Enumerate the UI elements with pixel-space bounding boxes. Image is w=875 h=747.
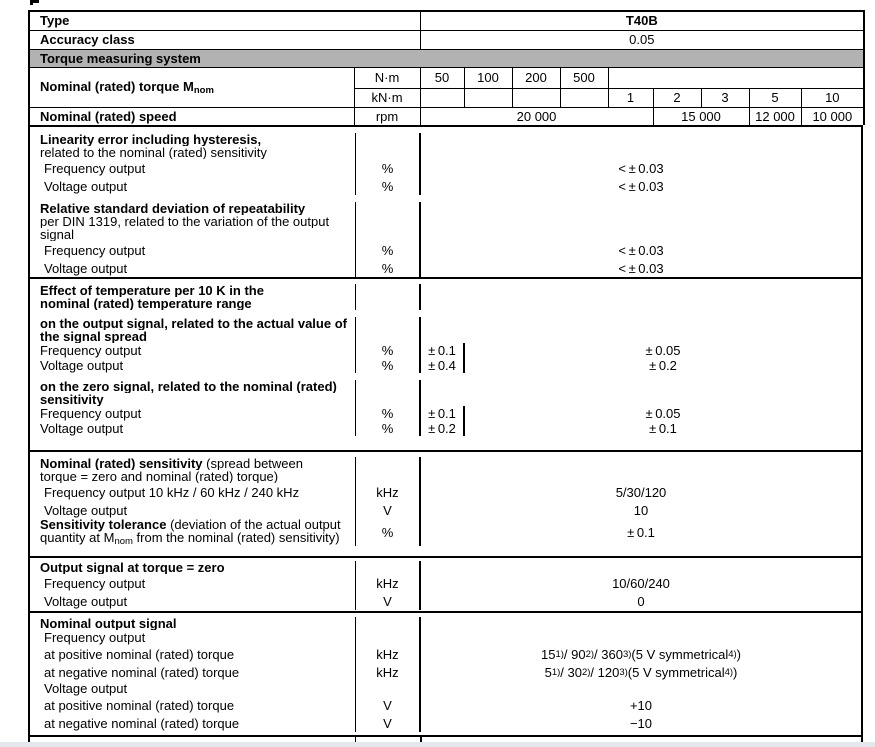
line-label: related to the nominal (rated) sensitivity: [40, 146, 267, 159]
line-value: [421, 630, 861, 645]
spec-line: [30, 592, 861, 610]
line-label: Voltage output: [44, 178, 128, 194]
line-value: [421, 228, 861, 241]
speed-10000: 10 000: [801, 107, 864, 125]
line-unit: V: [355, 714, 421, 732]
line-unit: [355, 215, 421, 228]
line-label: Voltage output: [44, 681, 128, 696]
section-linearity: [28, 125, 863, 277]
unit-knm: kN·m: [354, 88, 420, 107]
spec-line: [30, 696, 861, 714]
spec-line: [30, 284, 861, 297]
line-value: [421, 284, 861, 297]
type-value: T40B: [420, 11, 864, 30]
line-value: +10: [629, 697, 653, 713]
line-label: the signal spread: [40, 330, 147, 343]
knm-1: 1: [608, 88, 653, 107]
nm-100: 100: [464, 67, 512, 88]
line-label: Output signal at torque = zero: [40, 561, 225, 574]
line-label: Sensitivity tolerance (deviation of the actual output quantity at Mnom from the nominal (rated) sensitivity): [40, 519, 341, 546]
unit-rpm: rpm: [354, 107, 420, 125]
line-label: signal: [40, 228, 74, 241]
line-value: [421, 470, 861, 483]
spec-line: [30, 617, 861, 630]
line-label: Frequency output: [44, 242, 146, 258]
line-value: [421, 202, 861, 215]
knm-10: 10: [801, 88, 864, 107]
type-label: Type: [29, 11, 420, 30]
line-unit: kHz: [355, 645, 421, 663]
spec-header-table: [28, 10, 865, 125]
line-unit: V: [355, 696, 421, 714]
value-small-range: ± 0.2: [421, 421, 465, 436]
spec-line: [30, 714, 861, 732]
line-label: Frequency output: [40, 343, 142, 358]
spec-line: [30, 630, 861, 645]
line-value: [421, 146, 861, 159]
line-value: < ± 0.03: [618, 260, 664, 276]
line-value: [421, 421, 861, 436]
line-unit: [355, 617, 421, 630]
spec-line: [30, 470, 861, 483]
spec-line: [30, 663, 861, 681]
knm-empty-2: [464, 88, 512, 107]
torque-label: Nominal (rated) torque Mnom: [29, 67, 354, 107]
speed-12000: 12 000: [749, 107, 801, 125]
line-unit: V: [355, 592, 421, 610]
line-value: [421, 393, 861, 406]
spec-line: [30, 330, 861, 343]
spec-line: [30, 519, 861, 546]
line-value: 5 1) / 30 2) / 120 3) (5 V symmetrical 4) ): [544, 664, 738, 680]
speed-row: [29, 107, 864, 125]
spec-line: [30, 297, 861, 310]
line-unit: [355, 630, 421, 645]
line-unit: [355, 393, 421, 406]
line-unit: %: [355, 406, 421, 421]
value-large-range: ± 0.1: [649, 421, 677, 436]
line-unit: kHz: [355, 483, 421, 501]
line-value: [421, 343, 861, 358]
line-unit: [355, 297, 421, 310]
line-value: [421, 380, 861, 393]
knm-5: 5: [749, 88, 801, 107]
line-label: at negative nominal (rated) torque: [44, 715, 240, 731]
line-label: Voltage output: [44, 260, 128, 276]
spec-line: [30, 159, 861, 177]
section-bar-title: Torque measuring system: [29, 49, 864, 67]
line-value: 15 1) / 90 2) / 360 3) (5 V symmetrical 4) ): [540, 646, 742, 662]
line-unit: [355, 457, 421, 470]
spec-line: [30, 215, 861, 228]
line-label: at positive nominal (rated) torque: [44, 646, 235, 662]
line-label: Frequency output: [40, 406, 142, 421]
line-value: 10/60/240: [612, 575, 670, 591]
spec-line: [30, 421, 861, 436]
line-value: −10: [629, 715, 653, 731]
cropped-text-artifact: [30, 0, 41, 5]
type-row: [29, 11, 864, 30]
line-label: Frequency output: [44, 575, 146, 591]
line-label: at positive nominal (rated) torque: [44, 697, 235, 713]
line-value: < ± 0.03: [618, 178, 664, 194]
line-unit: %: [355, 177, 421, 195]
line-label: Nominal (rated) sensitivity (spread between: [40, 457, 303, 470]
section-sensitivity: [28, 450, 863, 556]
line-value: 5/30/120: [615, 484, 667, 500]
line-value: [421, 317, 861, 330]
nm-500: 500: [560, 67, 608, 88]
line-unit: %: [355, 421, 421, 436]
accuracy-label: Accuracy class: [29, 30, 420, 49]
spec-line: [30, 561, 861, 574]
torque-nm-row: [29, 67, 864, 88]
line-label: Effect of temperature per 10 K in the: [40, 284, 264, 297]
speed-15000: 15 000: [653, 107, 749, 125]
line-label: on the output signal, related to the actual value of: [40, 317, 347, 330]
knm-empty-4: [560, 88, 608, 107]
spec-line: [30, 358, 861, 373]
value-large-range: ± 0.05: [645, 406, 681, 421]
section-bar-row: [29, 49, 864, 67]
line-label: Voltage output: [44, 593, 128, 609]
line-unit: %: [355, 259, 421, 277]
line-label: at negative nominal (rated) torque: [44, 664, 240, 680]
line-value: [421, 681, 861, 696]
line-unit: [355, 228, 421, 241]
spec-line: [30, 177, 861, 195]
line-value: [421, 358, 861, 373]
line-label: Relative standard deviation of repeatability: [40, 202, 306, 215]
line-unit: [355, 470, 421, 483]
line-unit: [355, 681, 421, 696]
spec-line: [30, 574, 861, 592]
line-label: Voltage output: [44, 502, 128, 518]
spec-line: [30, 645, 861, 663]
line-label: Voltage output: [40, 421, 124, 436]
spec-line: [30, 202, 861, 215]
spec-line: [30, 133, 861, 146]
spec-line: [30, 681, 861, 696]
value-small-range: ± 0.1: [421, 343, 465, 358]
line-unit: %: [355, 159, 421, 177]
line-label: per DIN 1319, related to the variation of the output: [40, 215, 330, 228]
line-unit: kHz: [355, 574, 421, 592]
section-temperature: [28, 277, 863, 450]
line-value: 10: [633, 502, 649, 518]
spec-line: [30, 241, 861, 259]
line-label: Voltage output: [40, 358, 124, 373]
spec-sections: [28, 125, 863, 737]
line-value: [421, 561, 861, 574]
line-unit: [355, 284, 421, 297]
nm-200: 200: [512, 67, 560, 88]
page-bottom-strip: [0, 742, 875, 747]
line-value: [421, 457, 861, 470]
spec-line: [30, 228, 861, 241]
nm-empty: [608, 67, 864, 88]
section-output-zero: [28, 556, 863, 611]
value-small-range: ± 0.4: [421, 358, 465, 373]
line-unit: %: [355, 343, 421, 358]
line-unit: V: [355, 501, 421, 519]
line-label: nominal (rated) temperature range: [40, 297, 252, 310]
spec-line: [30, 457, 861, 470]
accuracy-row: [29, 30, 864, 49]
line-value: [421, 330, 861, 343]
line-unit: [355, 202, 421, 215]
line-unit: %: [355, 519, 421, 546]
line-label: on the zero signal, related to the nominal (rated): [40, 380, 337, 393]
line-value: [421, 297, 861, 310]
speed-20000: 20 000: [420, 107, 653, 125]
value-small-range: ± 0.1: [421, 406, 465, 421]
nm-50: 50: [420, 67, 464, 88]
spec-line: [30, 259, 861, 277]
line-unit: [355, 146, 421, 159]
spec-line: [30, 380, 861, 393]
line-label: Frequency output: [44, 160, 146, 176]
line-unit: kHz: [355, 663, 421, 681]
line-unit: [355, 561, 421, 574]
spec-line: [30, 406, 861, 421]
line-unit: [355, 380, 421, 393]
spec-line: [30, 317, 861, 330]
knm-3: 3: [701, 88, 749, 107]
knm-empty-1: [420, 88, 464, 107]
spec-line: [30, 146, 861, 159]
line-value: [421, 406, 861, 421]
spec-line: [30, 483, 861, 501]
line-value: [421, 215, 861, 228]
value-large-range: ± 0.05: [645, 343, 681, 358]
line-unit: [355, 317, 421, 330]
line-label: torque = zero and nominal (rated) torque): [40, 470, 279, 483]
speed-label: Nominal (rated) speed: [29, 107, 354, 125]
line-unit: %: [355, 241, 421, 259]
line-value: < ± 0.03: [618, 242, 664, 258]
table-continuation-stub: [28, 737, 863, 742]
line-unit: %: [355, 358, 421, 373]
spec-line: [30, 343, 861, 358]
line-value: ± 0.1: [627, 525, 655, 540]
line-label: Frequency output 10 kHz / 60 kHz / 240 kHz: [44, 484, 300, 500]
line-label: sensitivity: [40, 393, 104, 406]
accuracy-value: 0.05: [420, 30, 864, 49]
line-label: Linearity error including hysteresis,: [40, 133, 262, 146]
line-value: 0: [637, 593, 645, 609]
line-value: < ± 0.03: [618, 160, 664, 176]
line-unit: [355, 133, 421, 146]
spec-line: [30, 501, 861, 519]
line-label: Frequency output: [44, 630, 146, 645]
value-large-range: ± 0.2: [649, 358, 677, 373]
knm-2: 2: [653, 88, 701, 107]
line-value: [421, 133, 861, 146]
line-unit: [355, 330, 421, 343]
line-value: [421, 617, 861, 630]
section-nominal-output: [28, 611, 863, 737]
line-label: Nominal output signal: [40, 617, 177, 630]
knm-empty-3: [512, 88, 560, 107]
unit-nm: N·m: [354, 67, 420, 88]
spec-line: [30, 393, 861, 406]
spec-table: [28, 10, 863, 742]
